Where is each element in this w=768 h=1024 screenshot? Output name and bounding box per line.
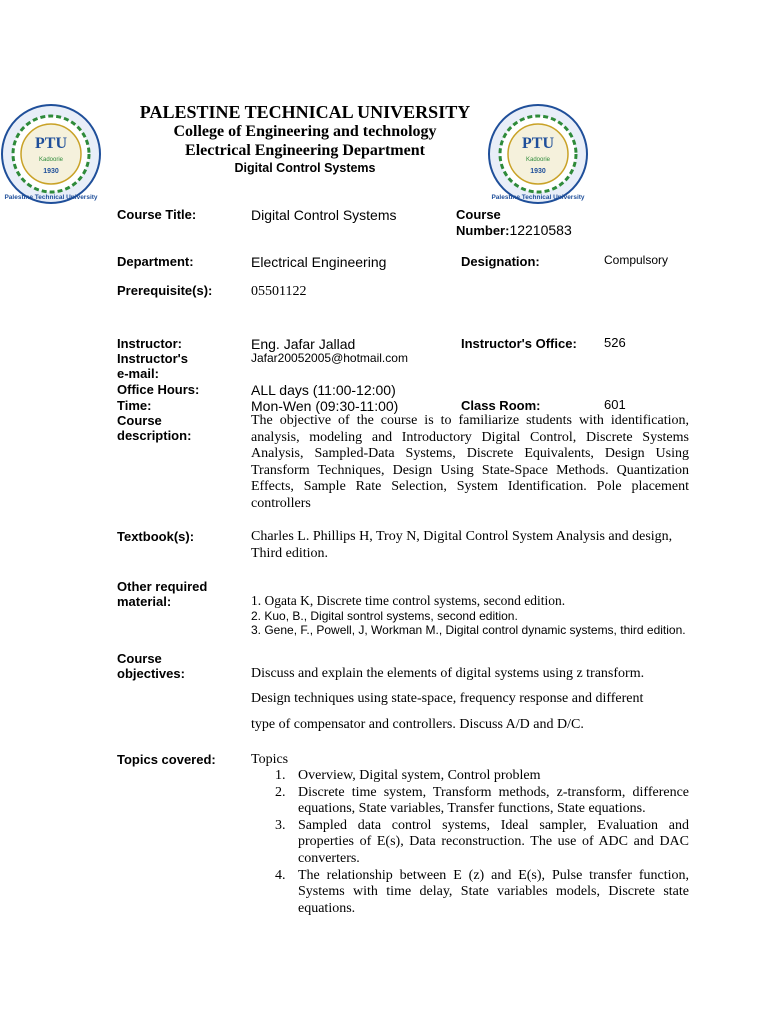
topic-number: 1. (275, 768, 286, 783)
objective-line-3: type of compensator and controllers. Discuss A/D and D/C. (251, 717, 584, 732)
list-item (251, 768, 689, 785)
time-label: Time: (117, 398, 152, 413)
topic-text: Overview, Digital system, Control problem (298, 768, 541, 783)
other-material-item-1: 1. Ogata K, Discrete time control systems, second edition. (251, 593, 566, 608)
description-label: Course description: (117, 413, 192, 443)
topic-text: The relationship between E (z) and E(s), Pulse transfer function, Systems with time delay, State variables models, Discrete state equations. (298, 867, 689, 916)
list-item (251, 818, 689, 868)
svg-text:Kadoorie: Kadoorie (38, 157, 64, 163)
other-material-item-3: 3. Gene, F., Powell, J, Workman M., Digital control dynamic systems, third edition. (251, 623, 686, 637)
email-label: Instructor's e-mail: (117, 351, 188, 381)
svg-text:Palestine Technical University: Palestine Technical University (491, 194, 585, 201)
svg-text:Palestine Technical University: Palestine Technical University (4, 194, 98, 201)
svg-text:PTU: PTU (522, 135, 554, 152)
other-material-item-2: 2. Kuo, B., Digital sontrol systems, second edition. (251, 609, 518, 623)
designation-value: Compulsory (604, 253, 669, 267)
svg-text:1930: 1930 (43, 168, 59, 175)
topics-list (251, 768, 689, 917)
office-hours-value: ALL days (11:00-12:00) (251, 382, 396, 398)
course-number-label: Course Number:12210583 (456, 207, 572, 238)
classroom-label: Class Room: (461, 398, 541, 413)
description-text: The objective of the course is to familiarize students with identification, analysis, modeling and Introductory Digital Control, Discrete Systems Analysis, Sampled-Data Systems, Discrete Equivalents, Design Using Transform Techniques, Design Using State-Space Methods. Quantization Effects, Sample Rate Selection, System Identification. Pole placement controllers (251, 413, 689, 511)
topic-number: 4. (275, 867, 286, 883)
designation-label: Designation: (461, 254, 540, 269)
instructor-value: Eng. Jafar Jallad (251, 336, 356, 352)
topic-text: Discrete time system, Transform methods, z-transform, difference equations, State variables, Transfer functions, State equations. (298, 784, 689, 817)
department-label: Department: (117, 254, 194, 269)
email-value: Jafar20052005@hotmail.com (251, 351, 408, 365)
other-material-label: Other required material: (117, 579, 208, 609)
objective-line-2: Design techniques using state-space, frequency response and different (251, 691, 644, 706)
objective-line-1: Discuss and explain the elements of digital systems using z transform. (251, 666, 645, 681)
svg-text:1930: 1930 (530, 168, 546, 175)
course-title-label: Course Title: (117, 207, 197, 222)
prereq-label: Prerequisite(s): (117, 283, 213, 298)
list-item (251, 868, 689, 918)
course-subtitle: Digital Control Systems (234, 161, 376, 175)
office-hours-label: Office Hours: (117, 382, 200, 397)
textbook-label: Textbook(s): (117, 529, 195, 544)
course-number-value: 12210583 (509, 222, 572, 238)
department-value: Electrical Engineering (251, 254, 387, 270)
topic-text: Sampled data control systems, Ideal sampler, Evaluation and properties of E(s), Data reconstruction. The use of ADC and DAC converters. (298, 817, 689, 866)
course-title-value: Digital Control Systems (251, 207, 397, 223)
objectives-label: Course objectives: (117, 651, 185, 681)
topics-heading: Topics (251, 752, 289, 767)
classroom-value: 601 (604, 397, 626, 412)
topics-label: Topics covered: (117, 752, 216, 767)
office-value: 526 (604, 335, 626, 350)
university-name: PALESTINE TECHNICAL UNIVERSITY (139, 102, 471, 122)
prereq-value: 05501122 (251, 284, 307, 299)
topic-number: 3. (275, 817, 286, 833)
time-value: Mon-Wen (09:30-11:00) (251, 398, 399, 414)
university-logo-left (0, 103, 102, 205)
svg-text:Kadoorie: Kadoorie (525, 157, 551, 163)
textbook-value: Charles L. Phillips H, Troy N, Digital Control System Analysis and design, Third edition. (251, 529, 673, 561)
topic-number: 2. (275, 784, 286, 800)
svg-text:PTU: PTU (35, 135, 67, 152)
college-name: College of Engineering and technology (173, 123, 437, 140)
list-item (251, 785, 689, 818)
department-name: Electrical Engineering Department (185, 142, 425, 159)
instructor-label: Instructor: (117, 336, 182, 351)
office-label: Instructor's Office: (461, 336, 577, 351)
